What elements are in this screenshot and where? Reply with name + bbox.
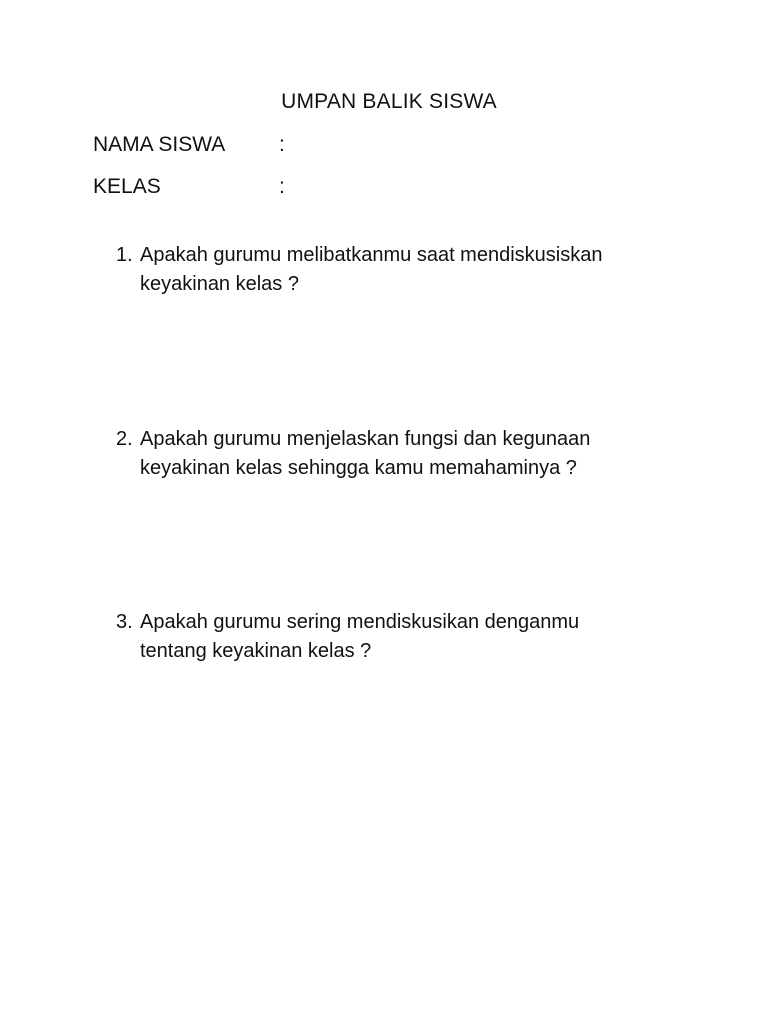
field-label-kelas: KELAS — [93, 175, 161, 198]
question-number: 3. — [116, 611, 133, 633]
question-text: Apakah gurumu sering mendiskusikan denganmu tentang keyakinan kelas ? — [140, 611, 580, 662]
field-separator: : — [279, 175, 285, 198]
field-separator: : — [279, 133, 285, 156]
field-label-nama-siswa: NAMA SISWA — [93, 133, 226, 156]
question-number: 2. — [116, 428, 133, 450]
question-text: Apakah gurumu melibatkanmu saat mendiskusiskan keyakinan kelas ? — [140, 244, 603, 295]
question-text: Apakah gurumu menjelaskan fungsi dan kegunaan keyakinan kelas sehingga kamu memahaminya ? — [140, 428, 591, 479]
document-title: UMPAN BALIK SISWA — [281, 90, 497, 113]
question-number: 1. — [116, 244, 133, 266]
